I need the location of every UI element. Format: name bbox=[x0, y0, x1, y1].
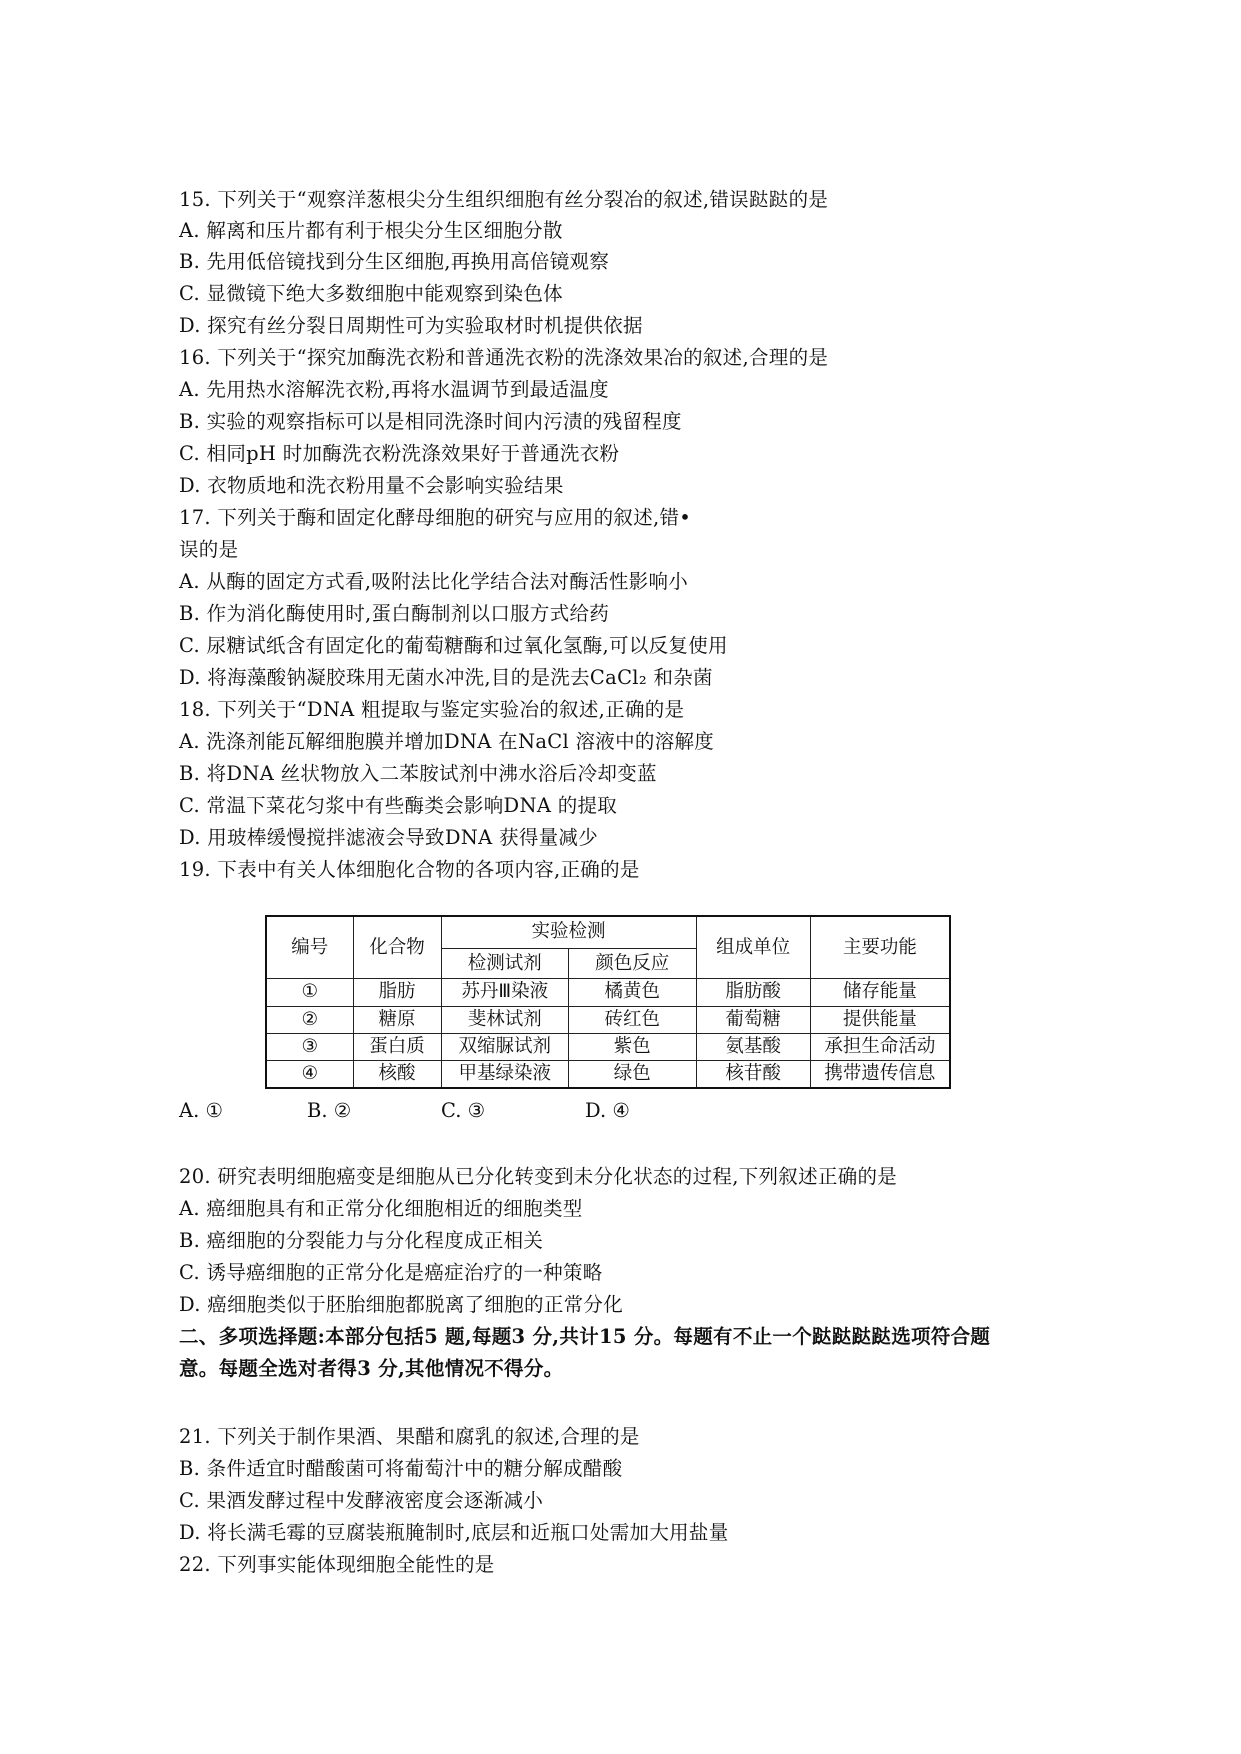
option-line: B. 实验的观察指标可以是相同洗涤时间内污渍的残留程度 bbox=[179, 410, 682, 433]
option-line: A. 洗涤剂能瓦解细胞膜并增加DNA 在NaCl 溶液中的溶解度 bbox=[179, 730, 715, 753]
cell: 甲基绿染液 bbox=[441, 1061, 568, 1088]
option-line: B. 将DNA 丝状物放入二苯胺试剂中沸水浴后冷却变蓝 bbox=[179, 762, 657, 785]
cell: 核苷酸 bbox=[696, 1061, 810, 1088]
cell: 苏丹Ⅲ染液 bbox=[441, 979, 568, 1006]
cell: ③ bbox=[266, 1033, 353, 1060]
question-17-stem-cont: 误的是 bbox=[179, 538, 239, 561]
option-line: B. 癌细胞的分裂能力与分化程度成正相关 bbox=[179, 1229, 544, 1252]
option-line: A. 先用热水溶解洗衣粉,再将水温调节到最适温度 bbox=[179, 378, 609, 401]
cell: 脂肪 bbox=[353, 979, 441, 1006]
q19-option-b: B. ② bbox=[307, 1099, 352, 1122]
q19-option-c: C. ③ bbox=[441, 1099, 486, 1122]
option-line: A. 癌细胞具有和正常分化细胞相近的细胞类型 bbox=[179, 1197, 583, 1220]
option-line: C. 相同pH 时加酶洗衣粉洗涤效果好于普通洗衣粉 bbox=[179, 442, 620, 465]
q19-option-d: D. ④ bbox=[585, 1099, 630, 1122]
cell: 斐林试剂 bbox=[441, 1006, 568, 1033]
q19-option-a: A. ① bbox=[179, 1099, 223, 1122]
option-line: C. 显微镜下绝大多数细胞中能观察到染色体 bbox=[179, 282, 563, 305]
option-line: B. 作为消化酶使用时,蛋白酶制剂以口服方式给药 bbox=[179, 602, 610, 625]
table-row bbox=[266, 1006, 950, 1033]
option-line: D. 将海藻酸钠凝胶珠用无菌水冲洗,目的是洗去CaCl₂ 和杂菌 bbox=[179, 666, 713, 689]
header-reagent: 检测试剂 bbox=[441, 948, 568, 978]
header-compound: 化合物 bbox=[353, 916, 441, 979]
header-experiment: 实验检测 bbox=[441, 916, 696, 948]
question-15-stem: 15. 下列关于“观察洋葱根尖分生组织细胞有丝分裂冶的叙述,错误跶跶的是 bbox=[179, 188, 829, 211]
option-line: A. 解离和压片都有利于根尖分生区细胞分散 bbox=[179, 219, 563, 242]
question-22-stem: 22. 下列事实能体现细胞全能性的是 bbox=[179, 1553, 495, 1576]
question-19-stem: 19. 下表中有关人体细胞化合物的各项内容,正确的是 bbox=[179, 858, 640, 881]
cell: 葡萄糖 bbox=[696, 1006, 810, 1033]
cell: 储存能量 bbox=[810, 979, 950, 1006]
cell: 提供能量 bbox=[810, 1006, 950, 1033]
cell: ② bbox=[266, 1006, 353, 1033]
cell: ① bbox=[266, 979, 353, 1006]
cell: 核酸 bbox=[353, 1061, 441, 1088]
table-row bbox=[266, 1061, 950, 1088]
cell: 砖红色 bbox=[569, 1006, 697, 1033]
option-line: C. 果酒发酵过程中发酵液密度会逐渐减小 bbox=[179, 1489, 544, 1512]
cell: 双缩脲试剂 bbox=[441, 1033, 568, 1060]
section-heading: 二、多项选择题:本部分包括5 题,每题3 分,共计15 分。每题有不止一个跶跶跶跶选项符合题 bbox=[179, 1325, 991, 1348]
question-21-stem: 21. 下列关于制作果酒、果醋和腐乳的叙述,合理的是 bbox=[179, 1425, 640, 1448]
header-unit: 组成单位 bbox=[696, 916, 810, 979]
option-line: C. 常温下菜花匀浆中有些酶类会影响DNA 的提取 bbox=[179, 794, 618, 817]
cell: 蛋白质 bbox=[353, 1033, 441, 1060]
question-18-stem: 18. 下列关于“DNA 粗提取与鉴定实验冶的叙述,正确的是 bbox=[179, 698, 685, 721]
cell: 承担生命活动 bbox=[810, 1033, 950, 1060]
question-20-stem: 20. 研究表明细胞癌变是细胞从已分化转变到未分化状态的过程,下列叙述正确的是 bbox=[179, 1165, 898, 1188]
table-row bbox=[266, 1033, 950, 1060]
cell: 橘黄色 bbox=[569, 979, 697, 1006]
option-line: C. 尿糖试纸含有固定化的葡萄糖酶和过氧化氢酶,可以反复使用 bbox=[179, 634, 728, 657]
cell: 绿色 bbox=[569, 1061, 697, 1088]
table-row bbox=[266, 979, 950, 1006]
option-line: B. 先用低倍镜找到分生区细胞,再换用高倍镜观察 bbox=[179, 250, 610, 273]
cell: ④ bbox=[266, 1061, 353, 1088]
cell: 紫色 bbox=[569, 1033, 697, 1060]
header-function: 主要功能 bbox=[810, 916, 950, 979]
option-line: D. 将长满毛霉的豆腐装瓶腌制时,底层和近瓶口处需加大用盐量 bbox=[179, 1521, 729, 1544]
section-heading-cont: 意。每题全选对者得3 分,其他情况不得分。 bbox=[179, 1357, 564, 1380]
option-line: A. 从酶的固定方式看,吸附法比化学结合法对酶活性影响小 bbox=[179, 570, 689, 593]
option-line: D. 衣物质地和洗衣粉用量不会影响实验结果 bbox=[179, 474, 564, 497]
cell: 携带遗传信息 bbox=[810, 1061, 950, 1088]
cell: 脂肪酸 bbox=[696, 979, 810, 1006]
cell: 糖原 bbox=[353, 1006, 441, 1033]
cell: 氨基酸 bbox=[696, 1033, 810, 1060]
header-color: 颜色反应 bbox=[569, 948, 697, 978]
option-line: D. 用玻棒缓慢搅拌滤液会导致DNA 获得量减少 bbox=[179, 826, 599, 849]
header-number: 编号 bbox=[266, 916, 353, 979]
compound-table bbox=[265, 915, 951, 1089]
question-16-stem: 16. 下列关于“探究加酶洗衣粉和普通洗衣粉的洗涤效果冶的叙述,合理的是 bbox=[179, 346, 829, 369]
option-line: D. 癌细胞类似于胚胎细胞都脱离了细胞的正常分化 bbox=[179, 1293, 624, 1316]
option-line: B. 条件适宜时醋酸菌可将葡萄汁中的糖分解成醋酸 bbox=[179, 1457, 623, 1480]
option-line: C. 诱导癌细胞的正常分化是癌症治疗的一种策略 bbox=[179, 1261, 603, 1284]
option-line: D. 探究有丝分裂日周期性可为实验取材时机提供依据 bbox=[179, 314, 643, 337]
question-17-stem: 17. 下列关于酶和固定化酵母细胞的研究与应用的叙述,错• bbox=[179, 506, 692, 529]
